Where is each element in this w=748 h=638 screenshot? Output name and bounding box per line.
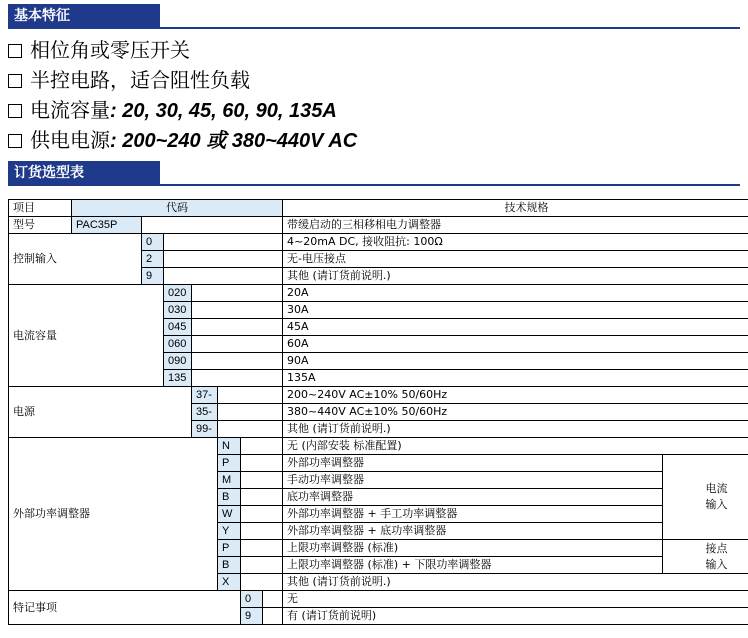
- current-code: 030: [164, 302, 192, 319]
- feature-text: 半控电路，适合阻性负载: [30, 68, 250, 92]
- section-divider: [8, 27, 740, 29]
- external-code: P: [218, 455, 241, 472]
- control-spec: 其他 (请订货前说明.): [283, 268, 748, 285]
- feature-emphasis: : 20, 30, 45, 60, 90, 135A: [110, 100, 337, 122]
- current-spec: 20A: [283, 285, 748, 302]
- model-code: PAC35P: [72, 217, 142, 234]
- external-spec: 外部功率调整器 + 底功率调整器: [283, 523, 663, 540]
- table-header-row: [9, 200, 748, 217]
- external-spec: 外部功率调整器: [283, 455, 663, 472]
- external-code: N: [218, 438, 241, 455]
- current-code: 020: [164, 285, 192, 302]
- model-spec: 带缓启动的三相移相电力调整器: [283, 217, 748, 234]
- feature-item: [8, 126, 357, 154]
- external-spec: 手动功率调整器: [283, 472, 663, 489]
- power-code: 35-: [192, 404, 218, 421]
- group-current-input-text: 电流 输入: [705, 482, 728, 511]
- power-supply-label: 电源: [9, 387, 192, 438]
- external-code: Y: [218, 523, 241, 540]
- section-title-basic-features: 基本特征: [8, 4, 160, 28]
- power-code: 99-: [192, 421, 218, 438]
- table-row: [9, 234, 748, 251]
- current-code: 090: [164, 353, 192, 370]
- feature-text: 相位角或零压开关: [30, 38, 190, 62]
- checkbox-icon: [8, 134, 22, 148]
- power-spec: 200~240V AC±10% 50/60Hz: [283, 387, 748, 404]
- control-code: 2: [142, 251, 164, 268]
- header-code: 代码: [72, 200, 283, 217]
- control-spec: 无-电压接点: [283, 251, 748, 268]
- group-contact-input-text: 接点 输入: [705, 541, 728, 571]
- special-code: 0: [241, 591, 263, 608]
- checkbox-icon: [8, 104, 22, 118]
- current-spec: 30A: [283, 302, 748, 319]
- feature-item: [8, 36, 190, 64]
- special-notes-label: 特记事项: [9, 591, 241, 625]
- table-row: [9, 387, 748, 404]
- header-item: 项目: [9, 200, 72, 217]
- current-spec: 45A: [283, 319, 748, 336]
- section-title-ordering-table: 订货选型表: [8, 161, 160, 185]
- current-capacity-label: 电流容量: [9, 285, 164, 387]
- table-row: [9, 285, 748, 302]
- current-code: 045: [164, 319, 192, 336]
- group-contact-input: [663, 540, 748, 574]
- control-code: 9: [142, 268, 164, 285]
- group-current-input: [663, 455, 748, 540]
- external-spec: 无 (内部安装 标准配置): [283, 438, 748, 455]
- feature-item: [8, 96, 337, 124]
- power-spec: 380~440V AC±10% 50/60Hz: [283, 404, 748, 421]
- control-input-label: 控制输入: [9, 234, 142, 285]
- feature-text: 电流容量: [30, 98, 110, 122]
- current-code: 060: [164, 336, 192, 353]
- checkbox-icon: [8, 74, 22, 88]
- control-code: 0: [142, 234, 164, 251]
- ordering-table: [8, 199, 748, 625]
- external-spec: 上限功率调整器 (标准): [283, 540, 663, 557]
- external-code: B: [218, 557, 241, 574]
- current-spec: 60A: [283, 336, 748, 353]
- external-code: P: [218, 540, 241, 557]
- special-spec: 有 (请订货前说明): [283, 608, 748, 625]
- current-spec: 135A: [283, 370, 748, 387]
- feature-emphasis: : 200~240 或 380~440V AC: [110, 130, 358, 152]
- table-row: [9, 438, 748, 455]
- power-code: 37-: [192, 387, 218, 404]
- external-adjuster-label: 外部功率调整器: [9, 438, 218, 591]
- external-code: B: [218, 489, 241, 506]
- feature-item: [8, 66, 250, 94]
- current-code: 135: [164, 370, 192, 387]
- table-row-model: [9, 217, 748, 234]
- external-spec: 外部功率调整器 + 手工功率调整器: [283, 506, 663, 523]
- external-spec: 上限功率调整器 (标准) + 下限功率调整器: [283, 557, 663, 574]
- external-code: X: [218, 574, 241, 591]
- external-code: W: [218, 506, 241, 523]
- external-spec: 底功率调整器: [283, 489, 663, 506]
- external-code: M: [218, 472, 241, 489]
- special-spec: 无: [283, 591, 748, 608]
- control-spec: 4~20mA DC, 接收阻抗: 100Ω: [283, 234, 748, 251]
- external-spec: 其他 (请订货前说明.): [283, 574, 748, 591]
- power-spec: 其他 (请订货前说明.): [283, 421, 748, 438]
- checkbox-icon: [8, 44, 22, 58]
- table-row: [9, 591, 748, 608]
- feature-text: 供电电源: [30, 128, 110, 152]
- header-spec: 技术规格: [283, 200, 748, 217]
- section-divider: [8, 184, 740, 186]
- special-code: 9: [241, 608, 263, 625]
- current-spec: 90A: [283, 353, 748, 370]
- model-label: 型号: [9, 217, 72, 234]
